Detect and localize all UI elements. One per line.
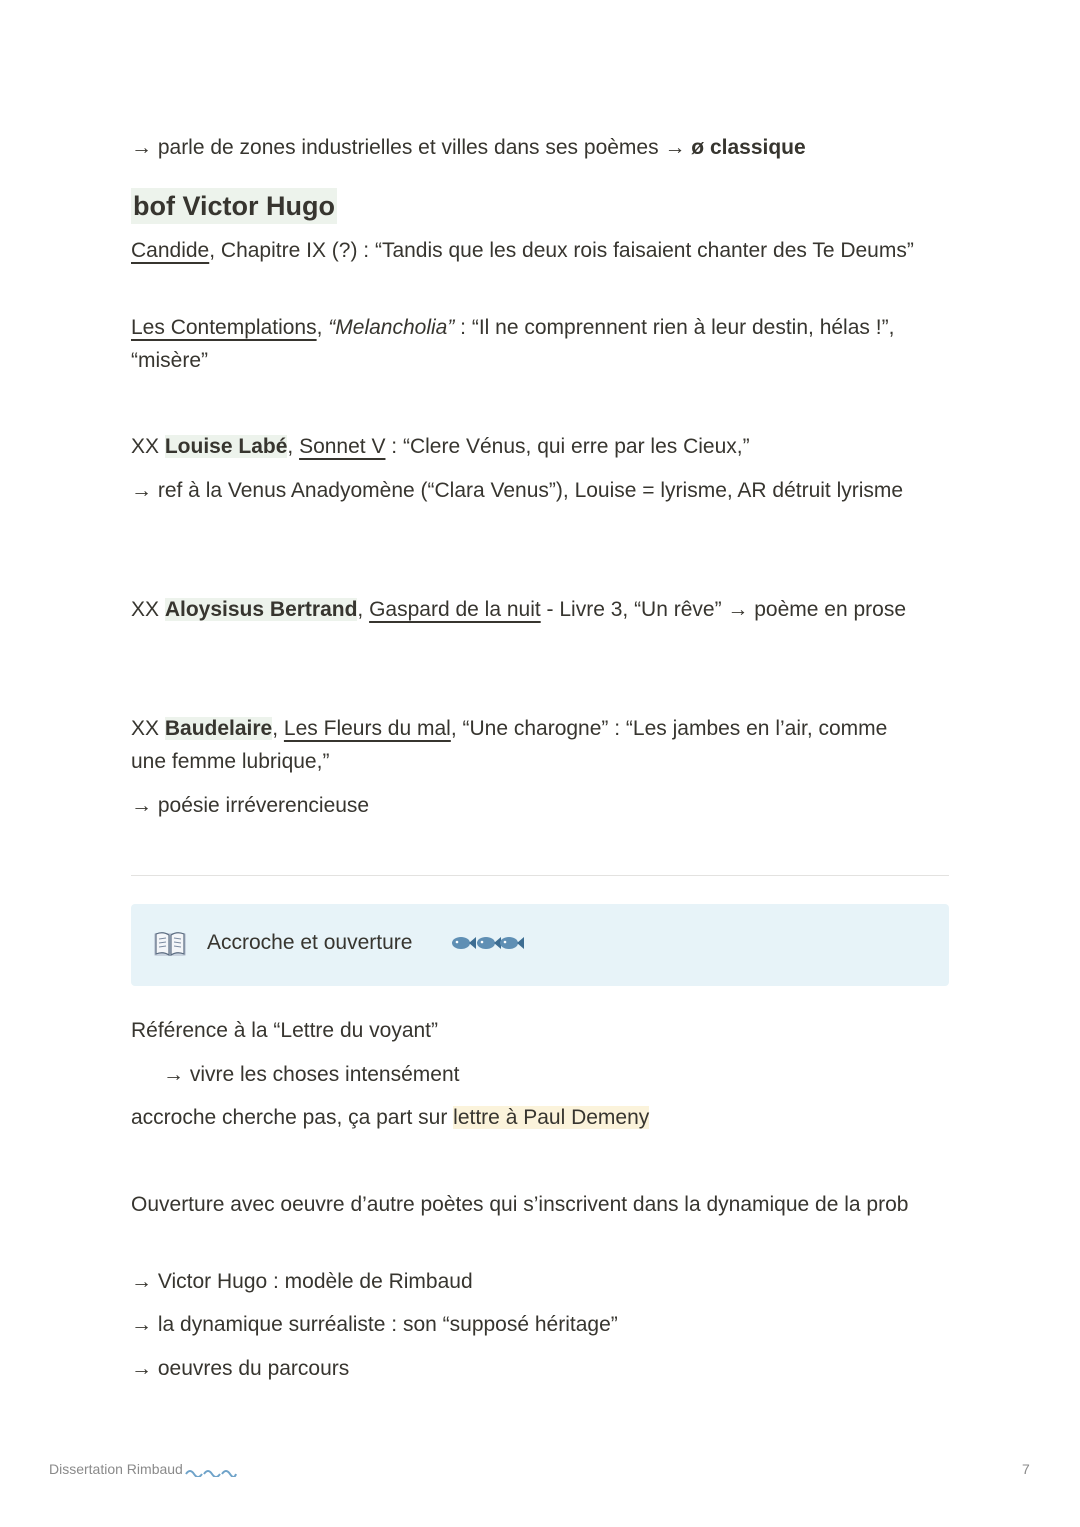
bullet-oeuvres: → oeuvres du parcours — [131, 1357, 350, 1380]
contemplations-quote: Les Contemplations, “Melancholia” : “Il ne comprennent rien à leur destin, hélas !”, “misère” — [131, 316, 895, 372]
footer-title: Dissertation Rimbaud — [49, 1461, 237, 1477]
ouverture-line: Ouverture avec oeuvre d’autre poètes qui s’inscrivent dans la dynamique de la prob — [131, 1193, 909, 1216]
open-book-icon — [153, 930, 187, 958]
vivre-note: → vivre les choses intensément — [163, 1063, 460, 1086]
baudelaire-line: XX Baudelaire, Les Fleurs du mal, “Une charogne” : “Les jambes en l’air, comme une femme lubrique,” — [131, 717, 888, 773]
link-les-fleurs-du-mal[interactable]: Les Fleurs du mal — [283, 717, 451, 740]
link-gaspard-de-la-nuit[interactable]: Gaspard de la nuit — [369, 598, 541, 621]
accroche-line: accroche cherche pas, ça part sur lettre à Paul Demeny — [131, 1106, 650, 1129]
line-classique: → parle de zones industrielles et villes dans ses poèmes → ø classique — [131, 136, 806, 159]
divider — [131, 875, 949, 876]
fish-icons — [451, 933, 527, 953]
louise-labe-line: XX Louise Labé, Sonnet V : “Clere Vénus, qui erre par les Cieux,” — [131, 435, 750, 458]
callout-accroche — [131, 904, 949, 986]
callout-title: Accroche et ouverture — [207, 931, 413, 954]
reference-line: Référence à la “Lettre du voyant” — [131, 1019, 439, 1042]
link-candide[interactable]: Candide — [131, 239, 210, 262]
bullet-victor-hugo: → Victor Hugo : modèle de Rimbaud — [131, 1270, 473, 1293]
page-number: 7 — [1022, 1461, 1030, 1477]
heading-bof-victor-hugo: bof Victor Hugo — [131, 188, 337, 224]
wave-icons — [185, 1463, 237, 1477]
candide-quote: Candide, Chapitre IX (?) : “Tandis que les deux rois faisaient chanter des Te Deums” — [131, 239, 914, 262]
link-les-contemplations[interactable]: Les Contemplations — [131, 316, 317, 339]
venus-note: → ref à la Venus Anadyomène (“Clara Venus”), Louise = lyrisme, AR détruit lyrisme — [131, 479, 904, 502]
bertrand-line: XX Aloysisus Bertrand, Gaspard de la nuit - Livre 3, “Un rêve” → poème en prose — [131, 598, 907, 621]
poesie-note: → poésie irréverencieuse — [131, 794, 370, 817]
bullet-surrealiste: → la dynamique surréaliste : son “supposé héritage” — [131, 1313, 618, 1336]
link-sonnet-v[interactable]: Sonnet V — [299, 435, 386, 458]
